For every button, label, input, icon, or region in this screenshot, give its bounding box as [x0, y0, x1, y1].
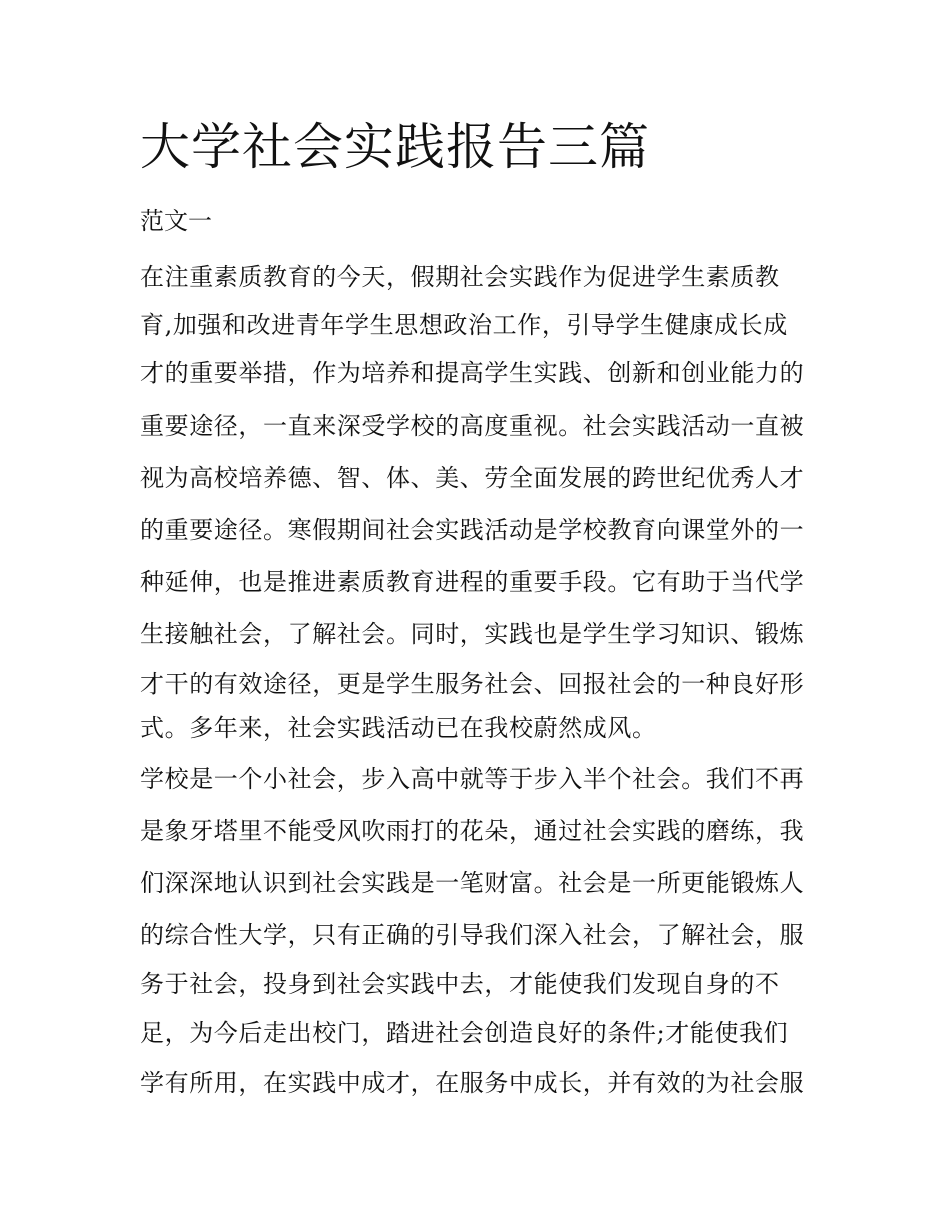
- body-line: 在注重素质教育的今天，假期社会实践作为促进学生素质教: [140, 263, 780, 291]
- body-line: 是象牙塔里不能受风吹雨打的花朵，通过社会实践的磨练，我: [140, 817, 805, 845]
- body-line: 重要途径，一直来深受学校的高度重视。社会实践活动一直被: [140, 412, 805, 440]
- body-line: 们深深地认识到社会实践是一笔财富。社会是一所更能锻炼人: [140, 869, 805, 897]
- body-line: 才干的有效途径，更是学生服务社会、回报社会的一种良好形: [140, 670, 805, 698]
- body-line: 种延伸，也是推进素质教育进程的重要手段。它有助于当代学: [140, 568, 805, 596]
- body-line: 学有所用，在实践中成才，在服务中成长，并有效的为社会服: [140, 1069, 805, 1097]
- body-line: 学校是一个小社会，步入高中就等于步入半个社会。我们不再: [140, 765, 805, 793]
- body-line: 足，为今后走出校门，踏进社会创造良好的条件;才能使我们: [140, 1019, 789, 1047]
- body-line: 的综合性大学，只有正确的引导我们深入社会，了解社会，服: [140, 921, 805, 949]
- body-line: 视为高校培养德、智、体、美、劳全面发展的跨世纪优秀人才: [140, 464, 805, 492]
- body-line: 育,加强和改进青年学生思想政治工作，引导学生健康成长成: [140, 311, 788, 339]
- body-line: 生接触社会，了解社会。同时，实践也是学生学习知识、锻炼: [140, 620, 805, 648]
- document-title: 大学社会实践报告三篇: [140, 118, 650, 176]
- body-line: 的重要途径。寒假期间社会实践活动是学校教育向课堂外的一: [140, 516, 805, 544]
- body-line: 才的重要举措，作为培养和提高学生实践、创新和创业能力的: [140, 359, 805, 387]
- body-line: 式。多年来，社会实践活动已在我校蔚然成风。: [140, 714, 657, 742]
- body-line: 务于社会，投身到社会实践中去，才能使我们发现自身的不: [140, 970, 780, 998]
- section-label: 范文一: [140, 207, 212, 235]
